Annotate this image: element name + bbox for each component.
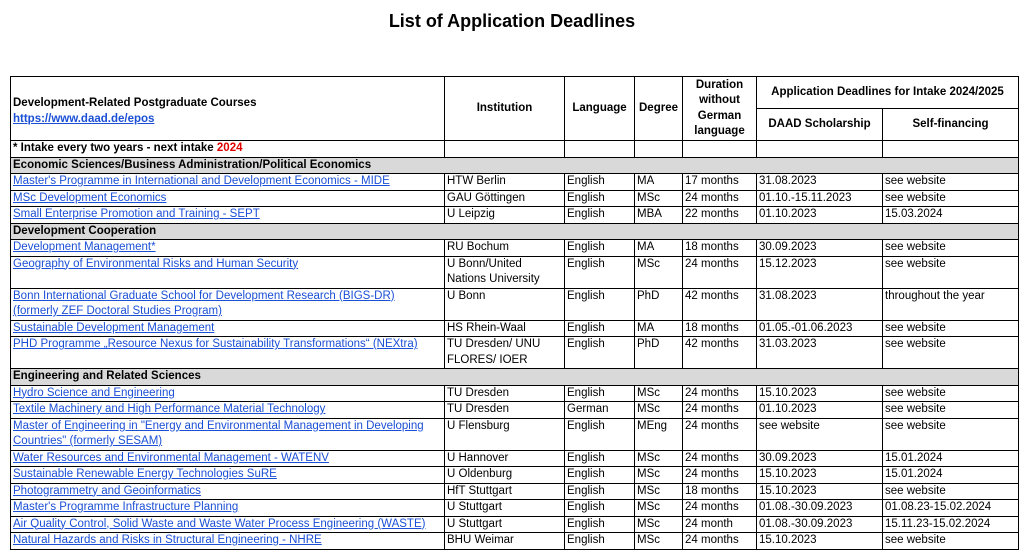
course-link[interactable]: Development Management* (13, 241, 156, 253)
institution-cell: U Oldenburg (445, 467, 565, 484)
daad-header: DAAD Scholarship (757, 109, 883, 141)
course-link[interactable]: PHD Programme „Resource Nexus for Sustainability Transformations“ (NEXtra) (13, 338, 418, 350)
table-row (11, 483, 1019, 500)
section-title: Development Cooperation (11, 223, 1019, 240)
section-row (11, 223, 1019, 240)
course-link[interactable]: Natural Hazards and Risks in Structural Engineering - NHRE (13, 534, 322, 546)
degree-cell: MSc (635, 483, 683, 500)
duration-header: Duration without German language (683, 77, 757, 141)
course-link[interactable]: Geography of Environmental Risks and Human Security (13, 257, 299, 270)
course-link[interactable]: Small Enterprise Promotion and Training - SEPT (13, 208, 260, 220)
section-row (11, 369, 1019, 386)
table-row (11, 207, 1019, 224)
degree-cell: MSc (635, 402, 683, 419)
self-cell: see website (883, 533, 1019, 550)
institution-cell: GAU Göttingen (445, 190, 565, 207)
self-cell: 15.01.2024 (883, 467, 1019, 484)
language-cell: English (565, 467, 635, 484)
course-cell (11, 483, 445, 500)
degree-cell: MA (635, 240, 683, 257)
table-row (11, 256, 1019, 288)
self-cell: 15.01.2024 (883, 450, 1019, 467)
institution-cell: HTW Berlin (445, 174, 565, 191)
degree-cell: MSc (635, 516, 683, 533)
daad-cell: see website (757, 418, 883, 450)
intake-note-row (11, 141, 1019, 158)
daad-cell: 15.10.2023 (757, 533, 883, 550)
degree-cell: MSc (635, 256, 683, 288)
deadlines-table (10, 76, 1019, 550)
course-cell (11, 402, 445, 419)
table-row (11, 516, 1019, 533)
course-cell (11, 418, 445, 450)
daad-cell: 01.08.-30.09.2023 (757, 516, 883, 533)
course-link[interactable]: Air Quality Control, Solid Waste and Waste Water Process Engineering (WASTE) (13, 517, 426, 530)
duration-cell: 24 months (683, 500, 757, 517)
course-cell (11, 337, 445, 369)
course-cell (11, 320, 445, 337)
daad-cell: 15.10.2023 (757, 467, 883, 484)
self-cell: see website (883, 385, 1019, 402)
daad-cell: 31.08.2023 (757, 288, 883, 320)
self-cell: see website (883, 418, 1019, 450)
institution-cell: BHU Weimar (445, 533, 565, 550)
course-link[interactable]: Photogrammetry and Geoinformatics (13, 484, 201, 497)
language-cell: English (565, 385, 635, 402)
degree-cell: PhD (635, 337, 683, 369)
course-cell (11, 450, 445, 467)
daad-cell: 31.08.2023 (757, 174, 883, 191)
daad-cell: 31.03.2023 (757, 337, 883, 369)
section-row (11, 157, 1019, 174)
duration-cell: 24 months (683, 533, 757, 550)
epos-link[interactable]: https://www.daad.de/epos (13, 112, 155, 125)
language-cell: English (565, 418, 635, 450)
table-row (11, 450, 1019, 467)
duration-cell: 22 months (683, 207, 757, 224)
table-row (11, 240, 1019, 257)
daad-cell: 01.05.-01.06.2023 (757, 320, 883, 337)
institution-cell: TU Dresden (445, 402, 565, 419)
course-heading: Development-Related Postgraduate Courses (13, 97, 257, 109)
daad-cell: 15.10.2023 (757, 483, 883, 500)
course-cell (11, 174, 445, 191)
course-cell (11, 467, 445, 484)
course-cell (11, 385, 445, 402)
duration-cell: 24 months (683, 467, 757, 484)
self-cell: 15.03.2024 (883, 207, 1019, 224)
language-cell: English (565, 288, 635, 320)
degree-cell: PhD (635, 288, 683, 320)
intake-note (11, 141, 445, 158)
institution-cell: U Stuttgart (445, 500, 565, 517)
language-cell: English (565, 533, 635, 550)
section-title: Engineering and Related Sciences (11, 369, 1019, 386)
duration-cell: 24 months (683, 402, 757, 419)
duration-cell: 18 months (683, 320, 757, 337)
institution-cell: TU Dresden/ UNU FLORES/ IOER (445, 337, 565, 369)
table-row (11, 174, 1019, 191)
course-cell (11, 256, 445, 288)
language-cell: German (565, 402, 635, 419)
self-cell: throughout the year (883, 288, 1019, 320)
institution-cell: U Leipzig (445, 207, 565, 224)
institution-cell: U Stuttgart (445, 516, 565, 533)
language-cell: English (565, 337, 635, 369)
course-link[interactable]: Hydro Science and Engineering (13, 386, 175, 399)
institution-cell: HfT Stuttgart (445, 483, 565, 500)
language-cell: English (565, 174, 635, 191)
language-cell: English (565, 240, 635, 257)
self-cell: see website (883, 256, 1019, 288)
duration-cell: 18 months (683, 240, 757, 257)
duration-cell: 17 months (683, 174, 757, 191)
self-cell: 01.08.23-15.02.2024 (883, 500, 1019, 517)
daad-cell: 15.10.2023 (757, 385, 883, 402)
duration-cell: 42 months (683, 288, 757, 320)
table-row (11, 288, 1019, 320)
self-cell: see website (883, 190, 1019, 207)
course-cell (11, 240, 445, 257)
intake-note-text: * Intake every two years - next intake (13, 142, 217, 154)
table-row (11, 402, 1019, 419)
course-cell (11, 500, 445, 517)
course-link[interactable]: Water Resources and Environmental Management - WATENV (13, 451, 329, 464)
self-cell: 15.11.23-15.02.2024 (883, 516, 1019, 533)
course-link[interactable]: MSc Development Economics (13, 191, 167, 204)
table-row (11, 190, 1019, 207)
degree-cell: MEng (635, 418, 683, 450)
institution-cell: HS Rhein-Waal (445, 320, 565, 337)
language-cell: English (565, 450, 635, 467)
language-cell: English (565, 207, 635, 224)
degree-cell: MSc (635, 533, 683, 550)
course-link[interactable]: Master of Engineering in "Energy and Environmental Management in Developing Countries" (formerly SESAM) (13, 419, 424, 447)
daad-cell: 01.10.2023 (757, 207, 883, 224)
language-cell: English (565, 483, 635, 500)
self-cell: see website (883, 320, 1019, 337)
daad-cell: 01.08.-30.09.2023 (757, 500, 883, 517)
duration-cell: 24 months (683, 256, 757, 288)
degree-cell: MSc (635, 500, 683, 517)
language-cell: English (565, 516, 635, 533)
degree-cell: MSc (635, 467, 683, 484)
language-cell: English (565, 256, 635, 288)
self-cell: see website (883, 240, 1019, 257)
duration-cell: 24 month (683, 516, 757, 533)
daad-cell: 01.10.2023 (757, 402, 883, 419)
table-row (11, 467, 1019, 484)
degree-cell: MSc (635, 190, 683, 207)
institution-cell: U Flensburg (445, 418, 565, 450)
course-link[interactable]: Sustainable Development Management (13, 321, 215, 334)
course-link[interactable]: Textile Machinery and High Performance Material Technology (13, 403, 326, 415)
course-link[interactable]: Master's Programme in International and Development Economics - MIDE (13, 175, 390, 187)
degree-header: Degree (635, 77, 683, 141)
course-column-header (11, 77, 445, 141)
institution-cell: U Hannover (445, 450, 565, 467)
course-cell (11, 533, 445, 550)
table-row (11, 385, 1019, 402)
degree-cell: MBA (635, 207, 683, 224)
course-cell (11, 190, 445, 207)
course-cell (11, 288, 445, 320)
course-cell (11, 516, 445, 533)
intake-note-year: 2024 (216, 142, 243, 154)
degree-cell: MA (635, 174, 683, 191)
course-cell (11, 207, 445, 224)
duration-cell: 18 months (683, 483, 757, 500)
duration-cell: 24 months (683, 450, 757, 467)
language-cell: English (565, 320, 635, 337)
duration-cell: 24 months (683, 385, 757, 402)
language-cell: English (565, 500, 635, 517)
duration-cell: 24 months (683, 190, 757, 207)
institution-cell: RU Bochum (445, 240, 565, 257)
table-row (11, 500, 1019, 517)
daad-cell: 01.10.-15.11.2023 (757, 190, 883, 207)
course-link[interactable]: Master's Programme Infrastructure Planning (13, 501, 239, 513)
daad-cell: 15.12.2023 (757, 256, 883, 288)
degree-cell: MSc (635, 450, 683, 467)
self-cell: see website (883, 402, 1019, 419)
self-cell: see website (883, 483, 1019, 500)
degree-cell: MSc (635, 385, 683, 402)
table-row (11, 533, 1019, 550)
degree-cell: MA (635, 320, 683, 337)
self-cell: see website (883, 174, 1019, 191)
section-title: Economic Sciences/Business Administration/Political Economics (11, 157, 1019, 174)
self-cell: see website (883, 337, 1019, 369)
duration-cell: 42 months (683, 337, 757, 369)
language-header: Language (565, 77, 635, 141)
daad-cell: 30.09.2023 (757, 450, 883, 467)
course-link[interactable]: Sustainable Renewable Energy Technologies SuRE (13, 468, 277, 480)
page-title: List of Application Deadlines (388, 11, 636, 31)
institution-cell: TU Dresden (445, 385, 565, 402)
language-cell: English (565, 190, 635, 207)
institution-cell: U Bonn (445, 288, 565, 320)
institution-header: Institution (445, 77, 565, 141)
institution-cell: U Bonn/United Nations University (445, 256, 565, 288)
deadlines-group-header: Application Deadlines for Intake 2024/2025 (757, 77, 1019, 109)
course-link[interactable]: Bonn International Graduate School for Development Research (BIGS-DR) (formerly ZEF Doctoral Studies Program) (13, 289, 395, 317)
self-financing-header: Self-financing (883, 109, 1019, 141)
daad-cell: 30.09.2023 (757, 240, 883, 257)
duration-cell: 24 months (683, 418, 757, 450)
table-row (11, 320, 1019, 337)
table-row (11, 418, 1019, 450)
table-row (11, 337, 1019, 369)
